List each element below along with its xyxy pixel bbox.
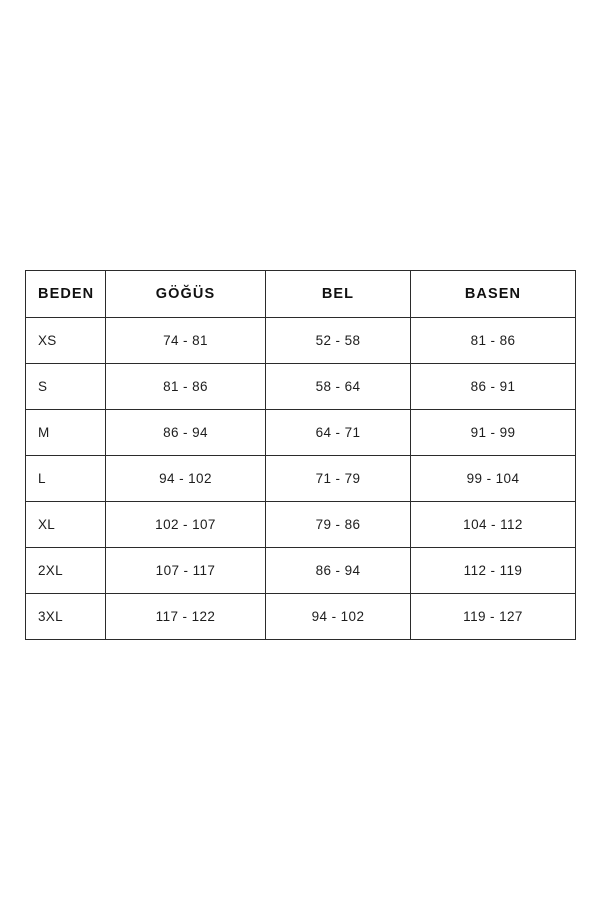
cell-size: XS (26, 318, 106, 364)
size-chart-table (25, 270, 576, 640)
cell-gogus: 94 - 102 (106, 456, 266, 502)
cell-size: M (26, 410, 106, 456)
cell-gogus: 117 - 122 (106, 594, 266, 640)
cell-size: 2XL (26, 548, 106, 594)
table-row (26, 318, 576, 364)
column-header-gogus: GÖĞÜS (106, 271, 266, 318)
cell-bel: 94 - 102 (266, 594, 411, 640)
cell-gogus: 74 - 81 (106, 318, 266, 364)
cell-bel: 64 - 71 (266, 410, 411, 456)
table-row (26, 456, 576, 502)
cell-gogus: 86 - 94 (106, 410, 266, 456)
cell-bel: 71 - 79 (266, 456, 411, 502)
cell-size: 3XL (26, 594, 106, 640)
table-row (26, 594, 576, 640)
cell-gogus: 102 - 107 (106, 502, 266, 548)
cell-bel: 58 - 64 (266, 364, 411, 410)
column-header-bel: BEL (266, 271, 411, 318)
table-body (26, 318, 576, 640)
cell-gogus: 107 - 117 (106, 548, 266, 594)
column-header-beden: BEDEN (26, 271, 106, 318)
cell-bel: 52 - 58 (266, 318, 411, 364)
table-row (26, 364, 576, 410)
table-row (26, 410, 576, 456)
table-header (26, 271, 576, 318)
cell-basen: 91 - 99 (411, 410, 576, 456)
cell-basen: 99 - 104 (411, 456, 576, 502)
size-chart-container (25, 270, 575, 640)
cell-size: XL (26, 502, 106, 548)
cell-basen: 81 - 86 (411, 318, 576, 364)
table-row (26, 502, 576, 548)
cell-size: L (26, 456, 106, 502)
cell-basen: 112 - 119 (411, 548, 576, 594)
column-header-basen: BASEN (411, 271, 576, 318)
cell-gogus: 81 - 86 (106, 364, 266, 410)
cell-bel: 86 - 94 (266, 548, 411, 594)
table-header-row (26, 271, 576, 318)
table-row (26, 548, 576, 594)
cell-size: S (26, 364, 106, 410)
cell-bel: 79 - 86 (266, 502, 411, 548)
cell-basen: 86 - 91 (411, 364, 576, 410)
cell-basen: 119 - 127 (411, 594, 576, 640)
cell-basen: 104 - 112 (411, 502, 576, 548)
